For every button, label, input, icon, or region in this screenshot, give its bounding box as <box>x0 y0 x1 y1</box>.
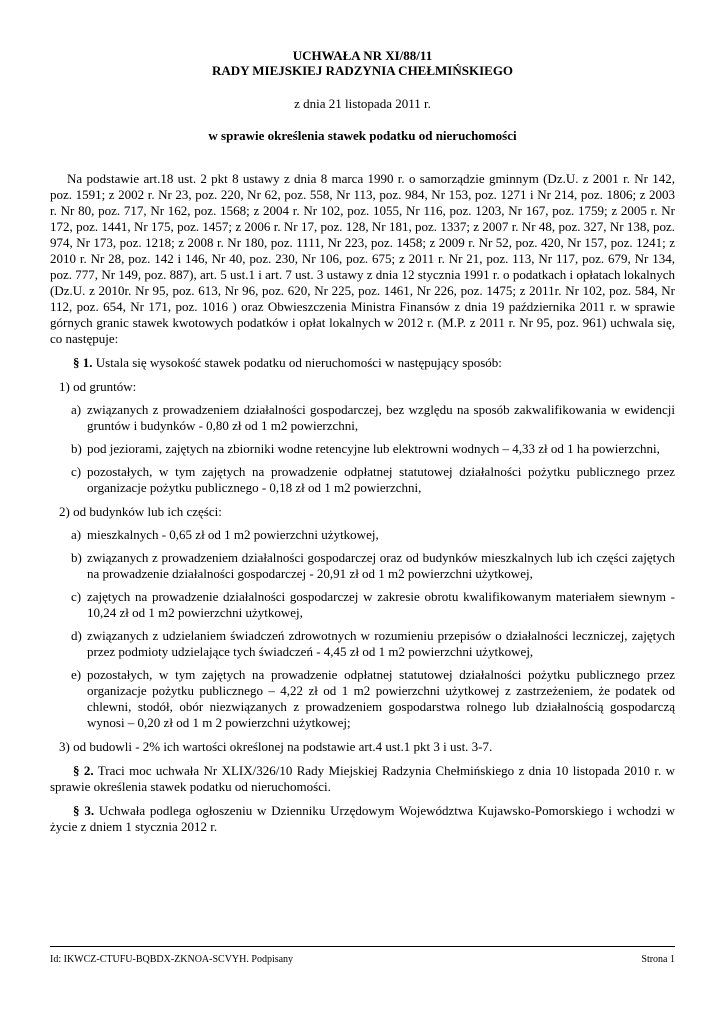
list-marker: b) <box>71 441 82 456</box>
section-3-text: Uchwała podlega ogłoszeniu w Dzienniku Urzędowym Województwa Kujawsko-Pomorskiego i wchodzi w życie z dniem 1 stycznia 2012 r. <box>50 803 676 834</box>
section-1 <box>50 355 675 371</box>
resolution-subject: w sprawie określenia stawek podatku od nieruchomości <box>208 128 517 143</box>
list-marker: c) <box>71 464 82 479</box>
list-item-text: mieszkalnych - 0,65 zł od 1 m2 powierzchni użytkowej, <box>87 527 379 542</box>
list-item-text: pod jeziorami, zajętych na zbiorniki wodne retencyjne lub elektrowni wodnych – 4,33 zł od 1 ha powierzchni, <box>87 441 660 456</box>
list-item-text: związanych z prowadzeniem działalności gospodarczej, bez względu na sposób zakwalifikowania w ewidencji gruntów i budynków - 0,80 zł od 1 m2 powierzchni, <box>87 402 675 433</box>
list-item-text: pozostałych, w tym zajętych na prowadzenie odpłatnej statutowej działalności pożytku publicznego przez organizacje pożytku publicznego - 0,18 zł od 1 m2 powierzchni, <box>87 464 675 495</box>
list-marker: a) <box>71 527 82 542</box>
list-marker: b) <box>71 550 82 565</box>
footer-divider <box>50 946 675 947</box>
preamble: Na podstawie art.18 ust. 2 pkt 8 ustawy z dnia 8 marca 1990 r. o samorządzie gminnym (Dz.U. z 2001 r. Nr 142, poz. 1591; z 2002 r. Nr 23, poz. 220, Nr 62, poz. 558, Nr 113, poz. 984, Nr 153, poz. 1271 i Nr 214, poz. 1806; z 2003 r. Nr 80, poz. 717, Nr 162, poz. 1568; z 2004 r. Nr 102, poz. 1055, Nr 116, poz. 1203, Nr 167, poz. 1759; z 2005 r. Nr 172, poz. 1441, Nr 175, poz. 1457; z 2006 r. Nr 17, poz. 128, Nr 181, poz. 1337; z 2007 r. Nr 48, poz. 327, Nr 138, poz. 974, Nr 173, poz. 1218; z 2008 r. Nr 180, poz. 1111, Nr 223, poz. 1458; z 2009 r. Nr 52, poz. 420, Nr 157, poz. 1241; z 2010 r. Nr 28, poz. 142 i 146, Nr 40, poz. 230, Nr 106, poz. 675; z 2011 r. Nr 21, poz. 113, Nr 117, poz. 679, Nr 134, poz. 777, Nr 149, poz. 887), art. 5 ust.1 i art. 7 ust. 3 ustawy z dnia 12 stycznia 1991 r. o podatkach i opłatach lokalnych (Dz.U. z 2010r. Nr 95, poz. 613, Nr 96, poz. 620, Nr 225, poz. 1461, Nr 226, poz. 1475; z 2011r. Nr 102, poz. 584, Nr 112, poz. 654, Nr 171, poz. 1016 ) oraz Obwieszczenia Ministra Finansów z dnia 19 października 2011 r. w sprawie górnych granic stawek kwotowych podatków i opłat lokalnych w 2012 r. (M.P. z 2011 r. Nr 95, poz. 961) uchwala się, co następuje: <box>50 171 675 346</box>
list-marker: d) <box>71 628 82 643</box>
section-2 <box>50 763 675 795</box>
section-1-text: Ustala się wysokość stawek podatku od nieruchomości w następujący sposób: <box>92 355 502 370</box>
point-2-heading: 2) od budynków lub ich części: <box>59 504 222 519</box>
list-marker: c) <box>71 589 82 604</box>
list-item <box>50 441 675 457</box>
point-1-heading: 1) od gruntów: <box>59 379 137 394</box>
list-item <box>50 667 675 731</box>
list-item <box>50 402 675 434</box>
list-item-text: zajętych na prowadzenie działalności gospodarczej w zakresie obrotu kwalifikowanym materiałem siewnym - 10,24 zł od 1 m2 powierzchni użytkowej, <box>87 589 675 620</box>
council-name: RADY MIEJSKIEJ RADZYNIA CHEŁMIŃSKIEGO <box>211 63 514 78</box>
list-item <box>50 527 675 543</box>
resolution-date: z dnia 21 listopada 2011 r. <box>294 96 431 111</box>
list-item <box>50 550 675 582</box>
list-item <box>50 464 675 496</box>
section-2-label: § 2. <box>73 763 94 778</box>
list-item-text: pozostałych, w tym zajętych na prowadzenie odpłatnej statutowej działalności pożytku publicznego przez organizacje pożytku publicznego – 4,22 zł od 1 m2 powierzchni użytkowej z zastrzeżeniem, że podatek od chlewni, stodół, obór niezwiązanych z prowadzeniem gospodarstwa rolnego lub działalnością gospodarczą wynosi – 0,20 zł od 1 m 2 powierzchni użytkowej; <box>87 667 675 730</box>
document-page <box>50 48 675 835</box>
point-3: 3) od budowli - 2% ich wartości określonej na podstawie art.4 ust.1 pkt 3 i ust. 3-7. <box>59 739 493 754</box>
document-id: Id: IKWCZ-CTUFU-BQBDX-ZKNOA-SCVYH. Podpisany <box>50 954 294 965</box>
section-3-label: § 3. <box>73 803 95 818</box>
page-number: Strona 1 <box>641 954 675 965</box>
section-3 <box>50 803 675 835</box>
section-1-label: § 1. <box>73 355 93 370</box>
list-item-text: związanych z prowadzeniem działalności gospodarczej oraz od budynków mieszkalnych lub ich części zajętych na prowadzenie działalności gospodarczej - 20,91 zł od 1 m2 powierzchni użytkowej, <box>87 550 675 581</box>
list-item <box>50 589 675 621</box>
list-marker: e) <box>71 667 82 682</box>
list-marker: a) <box>71 402 82 417</box>
list-item-text: związanych z udzielaniem świadczeń zdrowotnych w rozumieniu przepisów o działalności leczniczej, zajętych przez podmioty udzielające tych świadczeń - 4,45 zł od 1 m2 powierzchni użytkowej, <box>87 628 675 659</box>
list-item <box>50 628 675 660</box>
section-2-text: Traci moc uchwała Nr XLIX/326/10 Rady Miejskiej Radzynia Chełmińskiego z dnia 10 listopada 2010 r. w sprawie określenia stawek podatku od nieruchomości. <box>50 763 676 794</box>
resolution-number: UCHWAŁA NR XI/88/11 <box>292 48 433 63</box>
